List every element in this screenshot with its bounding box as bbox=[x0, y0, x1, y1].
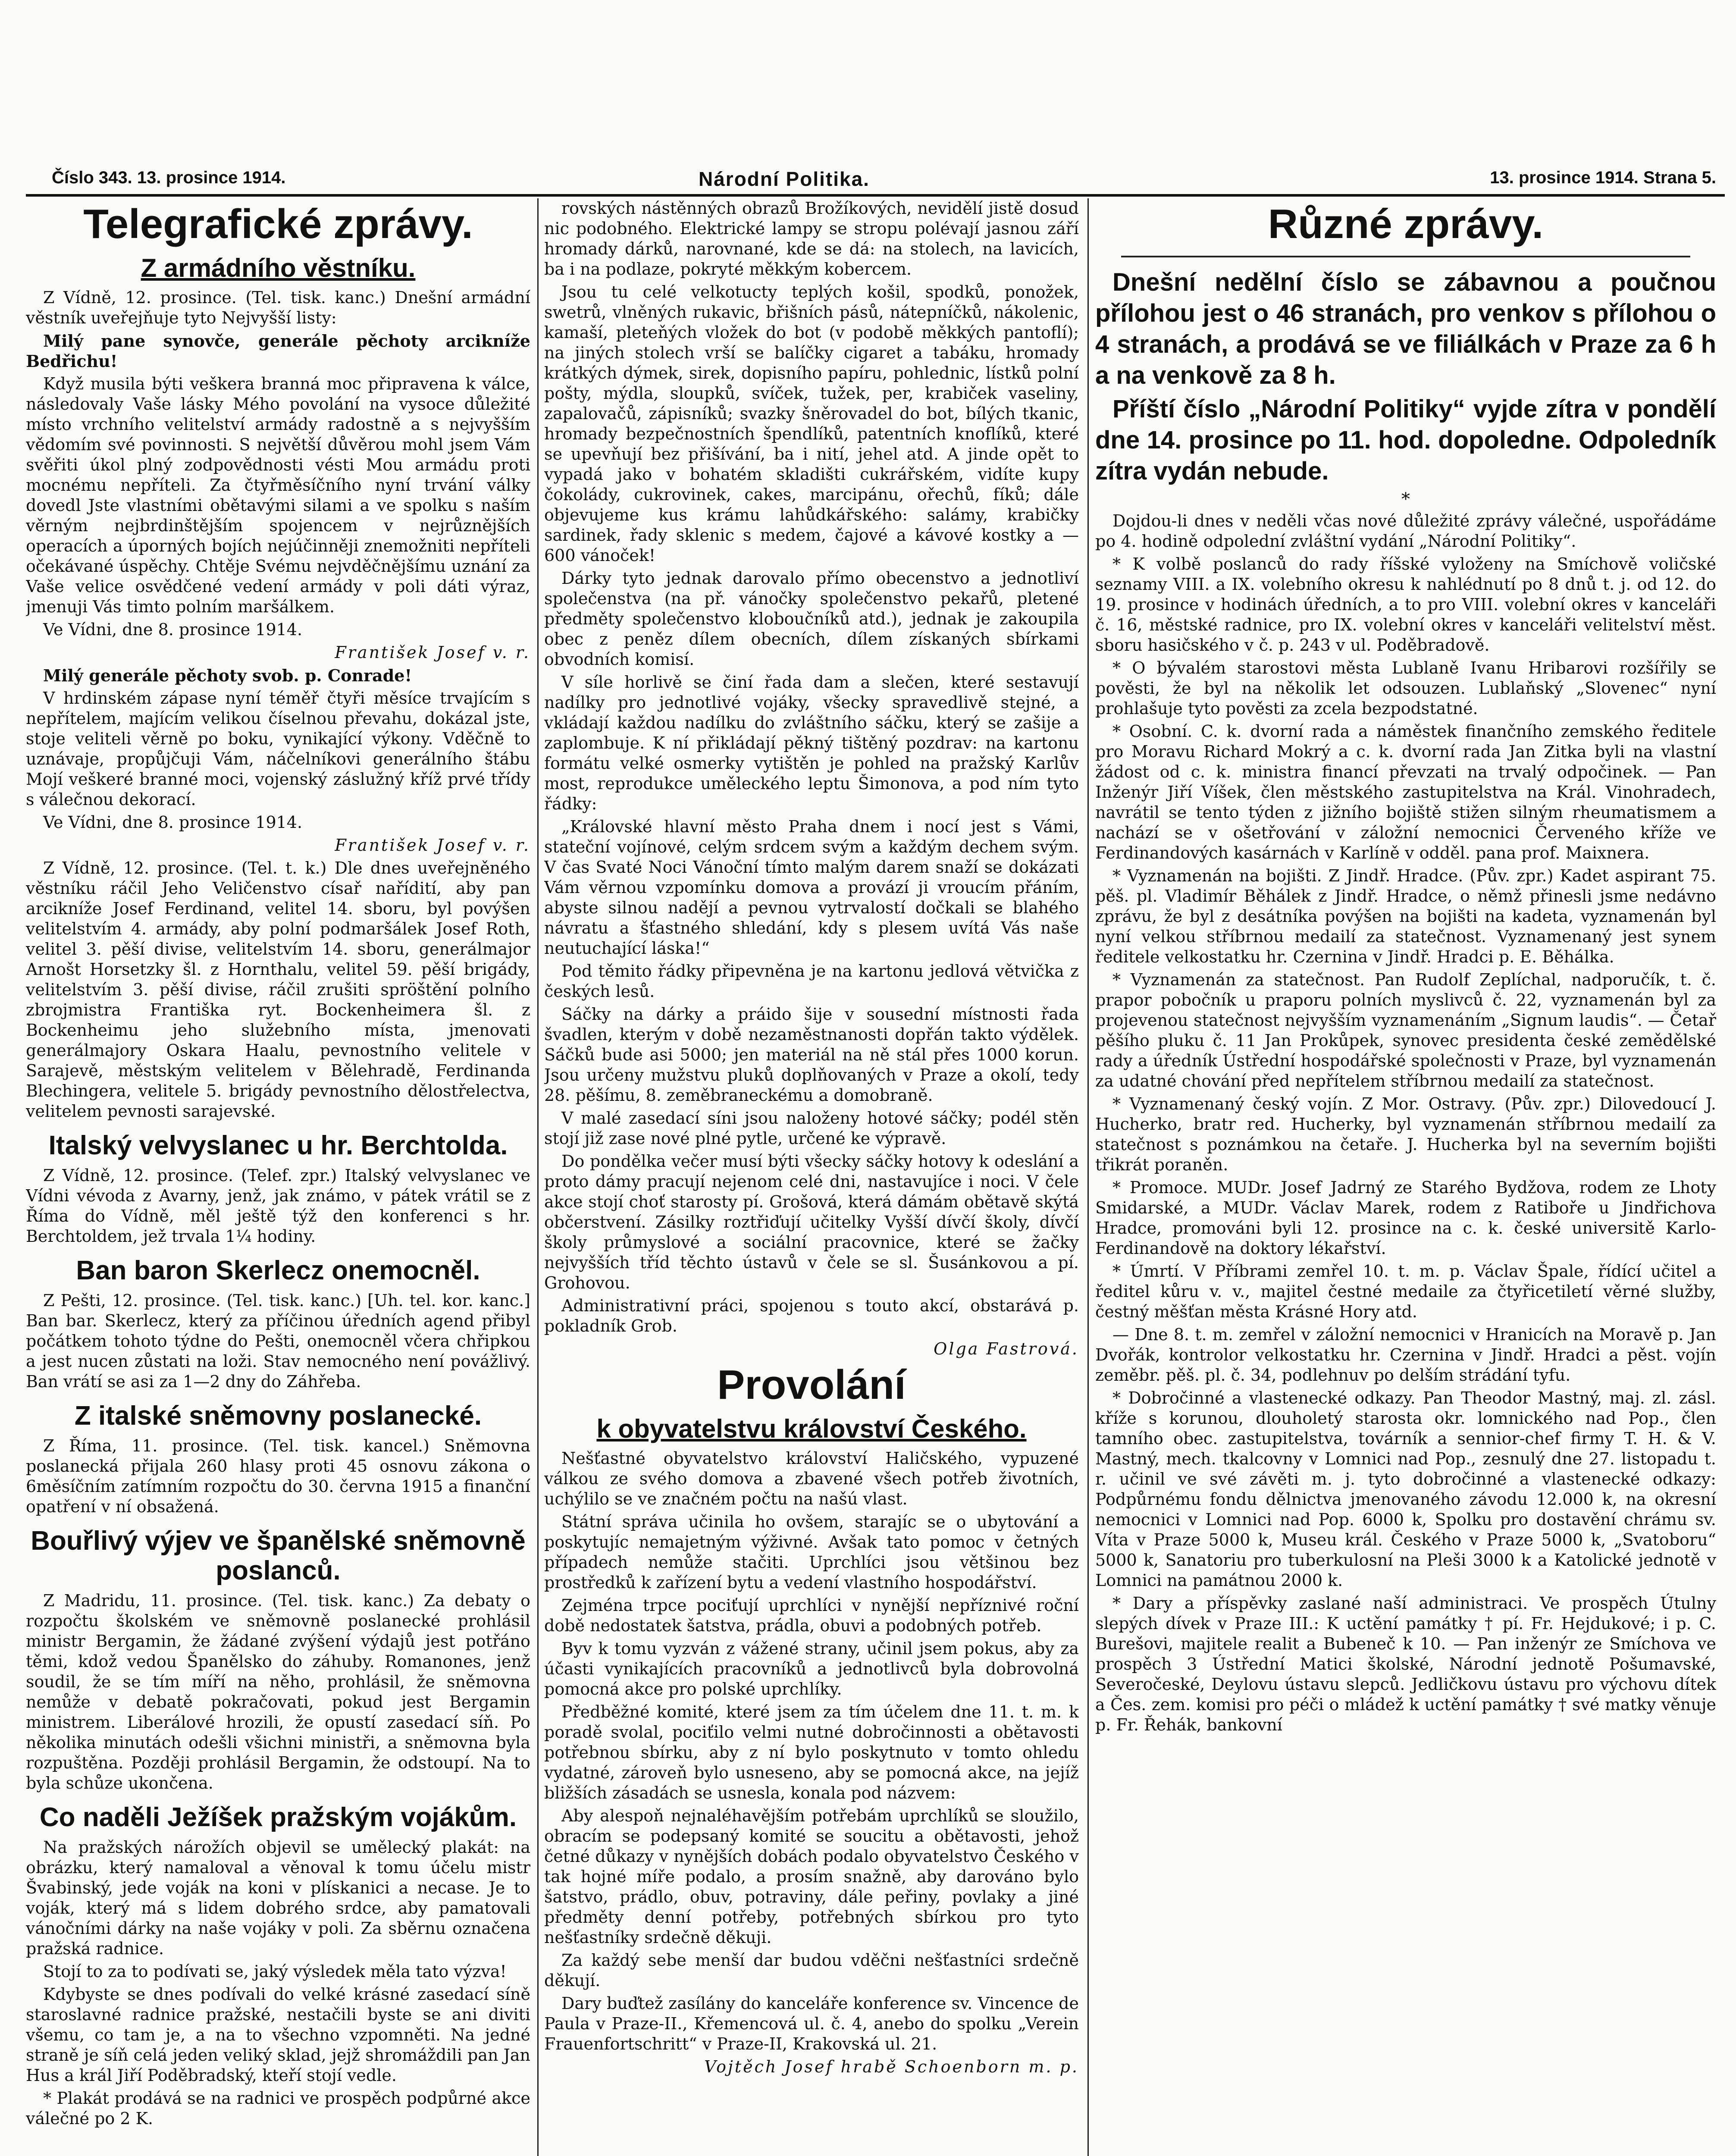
news-item: * Dobročinné a vlastenecké odkazy. Pan Theodor Mastný, maj. zl. zásl. kříže s korunou, dlouholetý starosta okr. lomnického nad Pop., člen tamního obec. zastupitelstva, továrník a sennior-chef firmy T. H. & V. Mastný, mech. tkalcovny v Lomnici nad Pop., zesnulý dne 27. listopadu t. r. učinil ve své závěti m. j. tyto dobročinné a vlastenecké odkazy: Podpůrnému fondu dělnictva jmenovaného závodu 12.000 k, na okresní nemocnici v Lomnici nad Pop. 6000 k, Spolku pro dostavění chrámu sv. Víta v Praze 5000 k, Museu král. Českého v Praze 5000 k, „Svatoboru“ 5000 k, Sanatoriu pro tuberkulosní na Pleši 3000 k a Katolické jednotě v Lomnici na památnou 2000 k. bbox=[1095, 1388, 1716, 1590]
news-item: * Osobní. C. k. dvorní rada a náměstek finančního zemského ředitele pro Moravu Richard Mokrý a c. k. dvorní rada Jan Zitka byli na vlastní žádost od c. k. ministra financí převzati na trvalý odpočinek. — Pan Inženýr Jiří Víšek, člen městského zastupitelstva na Král. Vinohradech, navrátil se tento týden z jižního bojiště stižen silným rheumatismem a nachází se v ošetřování v záložní nemocnici Červeného kříže ve Ferdinandových kasárnách v Karlíně v odděl. pana prof. Maixnera. bbox=[1095, 721, 1716, 862]
notice-lead: Dnešní nedělní číslo se zábavnou a poučnou přílohou jest o 46 stranách, pro venkov s přílohou o 4 stranách, a prodává se ve filiálkách v Praze za 6 h a na venkově za 8 h. bbox=[1095, 268, 1716, 389]
article-paragraph: Byv k tomu vyzván z vážené strany, učinil jsem pokus, aby za účasti vynikajících pracovníků a jednotlivců byla dobrovolná pomocná akce pro polské uprchlíky. bbox=[544, 1639, 1079, 1698]
article-heading: Z italské sněmovny poslanecké. bbox=[74, 1401, 482, 1431]
separator: * bbox=[1401, 489, 1410, 509]
article-paragraph: V síle horlivě se činí řada dam a slečen, které sestavují nadílky pro jednotlivé vojáky, všecky spravedlivě stejné, a vkládají každou nadílku do zvláštního sáčku, který se zašije a zaplombuje. K ní přikládají pěkný tištěný pozdrav: na kartonu formátu velké osmerky vytištěn je pohled na pražský Karlův most, reprodukce uměleckého leptu Šimonova, a pod ním tyto řádky: bbox=[544, 673, 1079, 813]
article-paragraph: Kdybyste se dnes podívali do velké krásné zasedací síně staroslavné radnice pražské, nestačili byste se ani diviti všemu, co tam je, a na to všechno vzpomněti. Na jedné straně je síň celá jeden veliký sklad, jejž shromáždili pan Jan Hus a král Jiří Poděbradský, kteří stojí vedle. bbox=[26, 1984, 530, 2085]
article-paragraph: Milý pane synovče, generále pěchoty arcikníže Bedřichu! bbox=[26, 331, 530, 371]
issue-number-date: Číslo 343. 13. prosince 1914. bbox=[52, 168, 286, 187]
news-item: * Vyznamenán na bojišti. Z Jindř. Hradce. (Pův. zpr.) Kadet aspirant 75. pěš. pl. Vladimír Běhálek z Jindř. Hradce, o němž přinesli jsme nedávno zprávu, že byl z desátníka povýšen na bojišti na kadeta, vyznamenán byl nyní velkou stříbrnou medailí za statečnost. Vyznamenaný jest synem ředitele velkostatku hr. Czernina v Jindř. Hradci p. E. Běhálka. bbox=[1095, 866, 1716, 966]
article-paragraph: V hrdinském zápase nyní téměř čtyři měsíce trvajícím s nepřítelem, majícím velikou číselnou převahu, dokázal jste, stoje veliteli věrně po boku, vynikající výkony. Vděčně to uznávaje, propůjčuji Vám, náčelníkovi generálního štábu Mojí veškeré branné moci, vojenský záslužný kříž prvé třídy s válečnou dekorací. bbox=[26, 688, 530, 809]
article-paragraph: Z Říma, 11. prosince. (Tel. tisk. kancel.) Sněmovna poslanecká přijala 260 hlasy proti 45 osnovu zákona o 6měsíčním zatímním rozpočtu do 30. června 1915 a finanční opatření v ní obsažená. bbox=[26, 1436, 530, 1517]
news-item: * Dary a příspěvky zaslané naší administraci. Ve prospěch Útulny slepých dívek v Praze III.: K uctění památky † pí. Fr. Hejdukové; i p. C. Burešovi, majitele realit a Bubeneč k 10. — Pan inženýr ze Smíchova ve prospěch 3 Ústřední Matici školské, Národní jednotě Pošumavské, Severočeské, Deylovu ústavu slepců. Jedličkovu ústavu pro výchovu dítek a Čes. zem. komisi pro péči o mládež k uctění památky † své matky věnuje p. Fr. Řehák, bankovní bbox=[1095, 1593, 1716, 1734]
date-page-number: 13. prosince 1914. Strana 5. bbox=[1490, 168, 1716, 187]
signature: František Josef v. r. bbox=[335, 642, 530, 662]
article-paragraph: Z Vídně, 12. prosince. (Tel. t. k.) Dle dnes uveřejněného věstníku ráčil Jeho Veličenstvo císař nařídití, aby pan arcikníže Josef Ferdinand, velitel 14. sboru, byl povýšen velitelstvím 4. armády, aby polní podmaršálek Josef Roth, velitel 3. pěší divise, velitelstvím 14. sboru, generálmajor Arnošt Horsetzky šl. z Hornthalu, velitel 59. pěší brigády, velitelstvím 3. pěší divise, ráčil zrušiti spröštění polního zbrojmistra Františka ryt. Bockenheimera šl. z Bockenheimu jeho služebního místa, jmenovati generálmajory Oskara Haalu, pevnostního velitele v Sarajevě, městským velitelem v Bělehradě, Ferdinanda Blechingera, velitele 5. brigády pevnostního dělostřelectva, velitelem pevnosti sarajevské. bbox=[26, 858, 530, 1121]
article-paragraph: * Plakát prodává se na radnici ve prospěch podpůrné akce válečné po 2 K. bbox=[26, 2088, 530, 2128]
article-paragraph: Administrativní práci, spojenou s touto akcí, obstarává p. pokladník Grob. bbox=[544, 1296, 1079, 1335]
section-title: Různé zprávy. bbox=[1268, 201, 1544, 247]
article-paragraph: Pod těmito řádky připevněna je na kartonu jedlová větvička z českých lesů. bbox=[544, 962, 1079, 1001]
article-paragraph: Když musila býti veškera branná moc připravena k válce, následovaly Vaše lásky Mého povolání na vysoce důležité místo vrchního velitelství armády radostně a s nejvyšším vědomím své povinnosti. S největší důvěrou mohl jsem Vám svěřiti úkol plný zodpovědnosti vésti Mou armádu proti mocnému nepříteli. Za čtyřměsíčního nyní trvání války dovedl Jste vlastními obětavými silami a ve spolku s naším věrným nejbrdinštějším spojencem v nejrůznějších operacích a úporných bojích nejúčinněji znemožniti nepříteli očekávané úspěchy. Chtěje Svému nejvděčnějšímu uznání za Vaše velice osvědčené vedení armády v poli dáti výraz, jmenuji Vás timto polním maršálkem. bbox=[26, 374, 530, 616]
article-heading: Co naděli Ježíšek pražským vojákům. bbox=[39, 1802, 517, 1832]
article-paragraph: Státní správa učinila ho ovšem, starajíc se o ubytování a poskytujíc nemajetným výživné. Avšak tato pomoc v četných případech nemůže stačiti. Uprchlíci jsou většinou bez prostředků k zařízení bytu a vedení vlastního hospodářství. bbox=[544, 1512, 1079, 1592]
article-paragraph: Stojí to za to podívati se, jaký výsledek měla tato výzva! bbox=[43, 1962, 507, 1981]
signature: František Josef v. r. bbox=[335, 835, 530, 855]
column-2 bbox=[544, 198, 1079, 2156]
article-paragraph: Nešťastné obyvatelstvo království Haličského, vypuzené válkou ze svého domova a zbavené všech potřeb životních, uchýlilo se ve značném počtu na našú vlast. bbox=[544, 1448, 1079, 1508]
article-paragraph: Z Vídně, 12. prosince. (Tel. tisk. kanc.) Dnešní armádní věstník uveřejňuje tyto Nejvyšší listy: bbox=[26, 288, 530, 327]
column-divider bbox=[1087, 198, 1089, 2156]
column-1 bbox=[26, 198, 530, 2156]
article-paragraph: Na pražských nárožích objevil se umělecký plakát: na obrázku, který namaloval a věnoval k tomu účelu mistr Švabinský, jede voják na koni v plískanici a necase. Je to voják, který má s lidem dobrého srdce, aby pamatovali vánočními dárky na naše vojáky v poli. Za sběrnu označena pražská radnice. bbox=[26, 1837, 530, 1958]
article-title: Provolání bbox=[717, 1362, 906, 1408]
article-heading: Bouřlivý výjev ve španělské sněmovně poslanců. bbox=[31, 1526, 526, 1586]
article-paragraph: Z Madridu, 11. prosince. (Tel. tisk. kanc.) Za debaty o rozpočtu školském ve sněmovně poslanecké prohlásil ministr Bergamin, že žádané zvýšení výdajů jest potřáno těmi, kdož vedou Španělsko do záhuby. Romanones, jenž soudil, že se tím míří na něho, prohlásil, že sněmovna nemůže v debatě pokračovati, pokud jest Bergamin ministrem. Liberálové hrozili, že opustí zasedací síň. Po několika minutách odešli všichni ministři, a sněmovna byla rozpuštěna. Později prohlásil Bergamin, že odstoupí. Na to byla schůze ukončena. bbox=[26, 1591, 530, 1792]
notice-lead: Příští číslo „Národní Politiky“ vyjde zítra v pondělí dne 14. prosince po 11. hod. dopoledne. Odpoledník zítra vydán nebude. bbox=[1095, 395, 1716, 485]
article-paragraph: Aby alespoň nejnaléhavějším potřebám uprchlíků se sloužilo, obracím se podepsaný komité se soucitu a obětavosti, jehož četné důkazy v nynějších dobách podalo obyvatelstvo Českého v tak hojné míře podalo, a prosím snažně, aby darováno bylo šatstvo, prádlo, obuv, potraviny, dále peřiny, povlaky a jiné předměty denní potřeby, potřebných sbírkou pro tyto nešťastníky srdečně děkuji. bbox=[544, 1806, 1079, 1947]
article-paragraph: Milý generále pěchoty svob. p. Conrade! bbox=[43, 665, 412, 685]
article-paragraph: Dárky tyto jednak darovalo přímo obecenstvo a jednotliví společenstva (na př. vánočky společenstvo pekařů, pletené předměty společenstvo kloboučníků atd.), jednak je zakoupila obec z peněz dílem obecních, dílem získaných sbírkami obvodních komisí. bbox=[544, 569, 1079, 669]
masthead bbox=[26, 164, 1725, 197]
news-item: — Dne 8. t. m. zemřel v záložní nemocnici v Hranicích na Moravě p. Jan Dvořák, kontrolor velkostatku hr. Czernina v Jindř. Hradci a pěst. vojín zeměbr. pěš. pl. č. 34, podlehnuv po delším strádání tyfu. bbox=[1095, 1325, 1716, 1385]
signature: Olga Fastrová. bbox=[934, 1339, 1079, 1358]
section-title: Telegrafické zprávy. bbox=[83, 201, 473, 247]
article-paragraph: Sáčky na dárky a práido šije v sousední místnosti řada švadlen, kterým v době nezaměstnanosti dopřán takto výdělek. Sáčků bude asi 5000; jen materiál na ně stál přes 1000 korun. Jsou určeny mužstvu pluků doplňovaných v Praze a okolí, tedy 28. pěšímu, 8. zeměbraneckému a domobraně. bbox=[544, 1005, 1079, 1105]
column-3 bbox=[1095, 198, 1716, 2156]
article-subtitle: k obyvatelstvu království Českého. bbox=[596, 1414, 1027, 1443]
news-item: Dojdou-li dnes v neděli včas nové důležité zprávy válečné, uspořádáme po 4. hodině odpolední zvláštní vydání „Národní Politiky“. bbox=[1095, 511, 1716, 551]
article-paragraph: Dary buďtež zasílány do kanceláře konference sv. Vincence de Paula v Praze-II., Křemencová ul. č. 4, anebo do spolku „Verein Frauenfortschritt“ v Praze-II, Krakovská ul. 21. bbox=[544, 1993, 1079, 2053]
article-heading: Italský velvyslanec u hr. Berchtolda. bbox=[48, 1130, 508, 1160]
article-paragraph: Z Pešti, 12. prosince. (Tel. tisk. kanc.) [Uh. tel. kor. kanc.] Ban bar. Skerlecz, který za příčinou úředních agend přibyl počátkem tohoto týdne do Pešti, onemocněl včera chřipkou a jest nucen zůstati na loži. Stav nemocného není povážlivý. Ban vrátí se asi za 1—2 dny do Záhřeba. bbox=[26, 1291, 530, 1391]
newspaper-title: Národní Politika. bbox=[699, 168, 870, 190]
news-item: * Vyznamenaný český vojín. Z Mor. Ostravy. (Pův. zpr.) Dilovedoucí J. Hucherko, bratr red. Hucherky, byl vyznamenán stříbrnou medailí za statečnost s poznámkou na četaře. J. Hucherka byl na severním bojišti třikrát poraněn. bbox=[1095, 1094, 1716, 1174]
divider bbox=[1121, 256, 1690, 257]
article-paragraph: Z Vídně, 12. prosince. (Telef. zpr.) Italský velvyslanec ve Vídni vévoda z Avarny, jenž, jak známo, v pátek vrátil se z Říma do Vídně, měl ještě týž den konferenci s hr. Berchtoldem, jež trvala 1¼ hodiny. bbox=[26, 1166, 530, 1246]
article-paragraph: Ve Vídni, dne 8. prosince 1914. bbox=[43, 620, 303, 639]
article-paragraph: Za každý sebe menší dar budou vděčni nešťastníci srdečně děkují. bbox=[544, 1950, 1079, 1990]
article-paragraph: Zejména trpce pociťují uprchlíci v nynější nepříznivé roční době nedostatek šatstva, prádla, obuvi a podobných potřeb. bbox=[544, 1595, 1079, 1635]
article-heading: Ban baron Skerlecz onemocněl. bbox=[76, 1255, 480, 1285]
article-paragraph: „Královské hlavní město Praha dnem i nocí jest s Vámi, stateční vojínové, celým srdcem svým a každým dechem svým. V čas Svaté Noci Vánoční tímto malým darem snaží se dokázati Vám věrnou vzpomínku domova a provází ji vroucím přáním, abyste silnou nadějí a pevnou vytrvalostí dočkali se blahého návratu a šťastného shledání, kdy s plesem uvítá Vás naše neutuchající láska!“ bbox=[544, 817, 1079, 958]
article-paragraph: Do pondělka večer musí býti všecky sáčky hotovy k odeslání a proto dámy pracují nejenom celé dni, nastavujíce i noci. V čele akce stojí choť starosty pí. Grošová, která dámám obětavě skýtá občerstvení. Zásilky roztřiďují učitelky Vyšší dívčí školy, dívčí školy průmyslové a sociální pracovnice, které se žačky nejvyšších tříd těchto ústavů v čele se sl. Šusánkovou a pí. Grohovou. bbox=[544, 1152, 1079, 1292]
article-paragraph: V malé zasedací síni jsou naloženy hotové sáčky; podél stěn stojí již zase nové plné pytle, určené ke výpravě. bbox=[544, 1109, 1079, 1148]
news-item: * Úmrtí. V Příbrami zemřel 10. t. m. p. Václav Špale, řídící učitel a ředitel kůru v. v., majitel čestné medaile za čtyřicetiletí věrné služby, čestný měšťan města Krásné Hory atd. bbox=[1095, 1261, 1716, 1321]
news-item: * K volbě poslanců do rady říšské vyloženy na Smíchově voličské seznamy VIII. a IX. volebního okresu k nahlédnutí po 8 dnů t. j. od 12. do 19. prosince v hodinách úředních, a to pro VIII. volební okres v kanceláři č. 16, městské radnice, pro IX. volební okres v kanceláři velitelství měst. sboru hasičského v č. p. 243 v ul. Poděbradově. bbox=[1095, 554, 1716, 655]
article-paragraph: Jsou tu celé velkotucty teplých košil, spodků, ponožek, swetrů, vlněných rukavic, břišních pásů, nátepníčků, nákolenic, kamaší, pleteňých vložek do bot (v podobě měkkých pantoflí); na jiných stolech vrší se balíčky cigaret a tabáku, hromady krátkých dýmek, sirek, dopisního papíru, pohlednic, lístků polní pošty, mýdla, sloupků, svíček, tužek, per, krabiček vaseliny, zapalovačů, zápisníků; svazky šněrovadel do bot, bílých tkanic, hromady bezpečnostních špendlíků, patentních knoflíků, které se upevňují bez přišívání, ba i nití, jehel atd. A jinde opět to vypadá jako v bohatém skladišti cukrářském, vidíte kupy čokolády, cukrovinek, cakes, marcipánu, ořechů, fíků; dále objevujeme kus krámu lahůdkářského: salámy, krabičky sardinek, řady sklenic s medem, čajové a kávové kostky a — 600 vánoček! bbox=[544, 282, 1079, 565]
article-paragraph: Ve Vídni, dne 8. prosince 1914. bbox=[43, 812, 303, 832]
news-item: * O bývalém starostovi města Lublaně Ivanu Hribarovi rozšířily se pověsti, že byl na několik let odsouzen. Lublaňský „Slovenec“ nyní prohlašuje tyto pověsti za zcela bezpodstatné. bbox=[1095, 658, 1716, 718]
news-item: * Promoce. MUDr. Josef Jadrný ze Starého Bydžova, rodem ze Lhoty Smidarské, a MUDr. Václav Marek, rodem z Ratiboře u Jindřichova Hradce, promováni byli 12. prosince na c. k. české universitě Karlo-Ferdinandově na doktory lékařství. bbox=[1095, 1178, 1716, 1258]
article-paragraph: Předběžné komité, které jsem za tím účelem dne 11. t. m. k poradě svolal, pociťilo velmi nutné dobročinnosti a obětavosti potřebnou sbírku, aby z ní bylo poskytnuto v tomto ohledu vydatné, zároveň bylo usneseno, aby se pomocná akce, na jejíž bližších zásadách se usnesla, konala pod názvem: bbox=[544, 1702, 1079, 1802]
column-divider bbox=[537, 198, 539, 2156]
article-paragraph: rovských nástěnných obrazů Brožíkových, nevidělí jistě dosud nic podobného. Elektrické lampy se stropu polévají jasnou září hromady dárků, narovnané, kde se dá: na stolech, na lavicích, ba i na podlaze, pokryté měkkým kobercem. bbox=[544, 199, 1079, 279]
article-heading: Z armádního věstníku. bbox=[141, 253, 416, 282]
signature: Vojtěch Josef hrabě Schoenborn m. p. bbox=[704, 2057, 1079, 2076]
news-item: * Vyznamenán za statečnost. Pan Rudolf Zeplíchal, nadporučík, t. č. prapor pobočník u praporu polních myslivců č. 22, vyznamenán byl za projevenou statečnost nejvyšším vyznamenáním „Signum laudis“. — Četař pěšího pluku č. 11 Jan Prokůpek, synovec presidenta české zemědělské rady a úředník Ústřední hospodářské společnosti v Praze, byl vyznamenán za udatné chování před nepřítelem stříbrnou medailí za statečnost. bbox=[1095, 970, 1716, 1091]
